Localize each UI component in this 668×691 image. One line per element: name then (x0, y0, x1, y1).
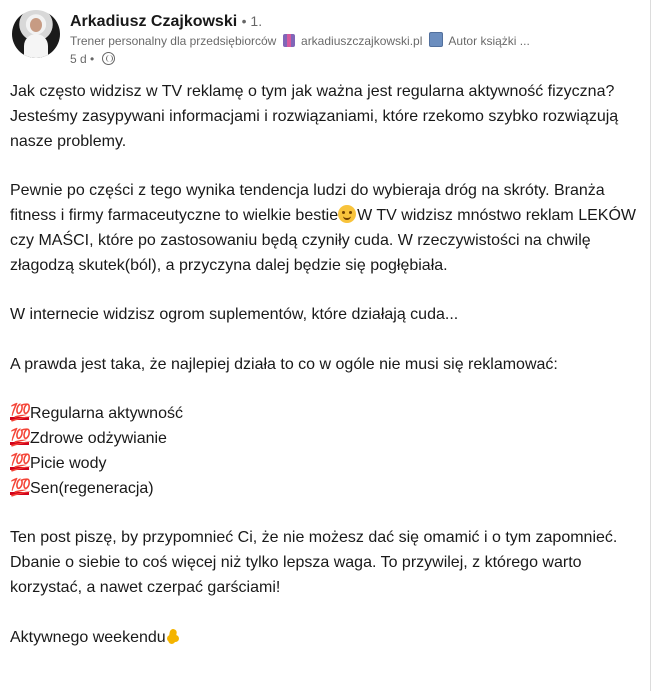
post-meta (70, 51, 115, 67)
author-name-line (70, 11, 262, 32)
paragraph-spacer (10, 154, 640, 179)
connection-degree: • 1. (241, 13, 263, 29)
paragraph-spacer (10, 328, 640, 353)
post-paragraph-2-part-2: W TV widzisz mnóstwo reklam LEKÓW czy MAŚCI, które po zastosowaniu będą czyniły cuda. W rzeczywistości na chwilę złagodzą skutek(ból), a przyczyna dalej będzie się pogłębiała. (10, 206, 636, 274)
paragraph-spacer (10, 502, 640, 527)
post-header (12, 10, 642, 70)
website-text: arkadiuszczajkowski.pl (301, 34, 423, 48)
hundred-points-icon (10, 428, 29, 446)
list-item-label: Picie wody (30, 454, 107, 472)
list-item (10, 477, 640, 502)
headline-text: Trener personalny dla przedsiębiorców (70, 34, 277, 48)
hundred-points-icon (10, 403, 29, 421)
suit-icon (283, 34, 295, 47)
globe-icon (102, 52, 115, 65)
post-paragraph-4: A prawda jest taka, że najlepiej działa to co w ogóle nie musi się reklamować: (10, 355, 558, 373)
paragraph-spacer (10, 601, 640, 626)
author-headline (70, 32, 630, 49)
winking-face-icon (338, 205, 356, 223)
hundred-points-icon (10, 453, 29, 471)
author-name[interactable]: Arkadiusz Czajkowski (70, 13, 238, 30)
paragraph-spacer (10, 378, 640, 403)
post-paragraph-1: Jak często widzisz w TV reklamę o tym jak ważna jest regularna aktywność fizyczna? Jesteśmy zasypywani informacjami i rozwiązaniami, które rzekomo szybko rozwiązują nasze problemy. (10, 83, 619, 150)
post-time: 5 d • (70, 52, 95, 66)
post-paragraph-3: W internecie widzisz ogrom suplementów, które działają cuda... (10, 306, 459, 324)
list-item (10, 427, 640, 452)
list-item (10, 402, 640, 427)
list-item (10, 452, 640, 477)
list-item-label: Zdrowe odżywianie (30, 430, 167, 448)
hundred-points-icon (10, 478, 29, 496)
paragraph-spacer (10, 278, 640, 303)
post-content (10, 80, 640, 650)
list-item-label: Regularna aktywność (30, 405, 183, 423)
benefit-list (10, 402, 640, 501)
list-item-label: Sen(regeneracja) (30, 479, 154, 497)
post-paragraph-2-part-1: Pewnie po części z tego wynika tendencja ludzi do wybieraja dróg na skróty. Branża fitness i firmy farmaceutyczne to wielkie bestie (10, 182, 605, 224)
post-paragraph-2 (10, 179, 640, 278)
phone-icon (429, 32, 443, 47)
closing-text: Aktywnego weekendu (10, 628, 166, 646)
crossed-fingers-icon (166, 627, 180, 645)
book-text: Autor książki ... (448, 34, 530, 48)
post-paragraph-6 (10, 626, 640, 651)
author-avatar[interactable] (12, 10, 60, 58)
post-paragraph-5: Ten post piszę, by przypomnieć Ci, że nie możesz dać się omamić i o tym zapomnieć. Dbanie o siebie to coś więcej niż tylko lepsza waga. To przywilej, z którego warto korzystać, a nawet czerpać garściami! (10, 529, 618, 596)
